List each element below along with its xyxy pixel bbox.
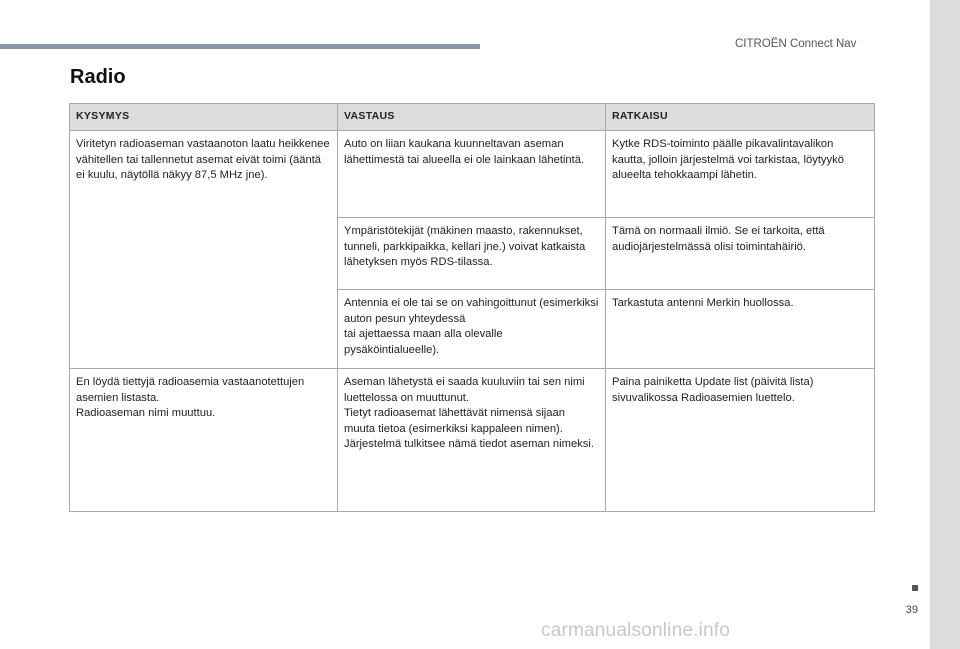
answer-cell: Aseman lähetystä ei saada kuuluviin tai sen nimi luettelossa on muuttunut. Tietyt radioasemat lähettävät nimensä sijaan muuta tietoa (esimerkiksi kappaleen nimen). Järjestelmä tulkitsee nämä tiedot aseman nimeksi. <box>338 369 606 512</box>
page-edge-strip <box>930 0 960 649</box>
answer-cell: Ympäristötekijät (mäkinen maasto, rakennukset, tunneli, parkkipaikka, kellari jne.) voivat katkaista lähetyksen myös RDS-tilassa. <box>338 218 606 290</box>
solution-cell: Tarkastuta antenni Merkin huollossa. <box>606 290 875 369</box>
column-header-answer: VASTAUS <box>338 104 606 131</box>
question-cell: Viritetyn radioaseman vastaanoton laatu heikkenee vähitellen tai tallennetut asemat eivät toimi (ääntä ei kuulu, näytöllä näkyy 87,5 MHz jne). <box>70 131 338 369</box>
header-rule <box>0 44 480 49</box>
solution-cell: Tämä on normaali ilmiö. Se ei tarkoita, että audiojärjestelmässä olisi toimintahäiriö. <box>606 218 875 290</box>
section-title: Radio <box>70 66 126 88</box>
question-cell: En löydä tiettyjä radioasemia vastaanotettujen asemien listasta. Radioaseman nimi muuttuu. <box>70 369 338 512</box>
table-header-row <box>70 104 875 131</box>
header-brand-title: CITROËN Connect Nav <box>735 38 857 50</box>
watermark: carmanualsonline.info <box>541 620 731 641</box>
column-header-solution: RATKAISU <box>606 104 875 131</box>
table-row <box>70 131 875 218</box>
answer-cell: Auto on liian kaukana kuunneltavan aseman lähettimestä tai alueella ei ole lainkaan lähetintä. <box>338 131 606 218</box>
column-header-question: KYSYMYS <box>70 104 338 131</box>
answer-cell: Antennia ei ole tai se on vahingoittunut (esimerkiksi auton pesun yhteydessä tai ajettaessa maan alla olevalle pysäköintialueelle). <box>338 290 606 369</box>
page-number: 39 <box>905 604 918 616</box>
solution-cell: Paina painiketta Update list (päivitä lista) sivuvalikossa Radioasemien luettelo. <box>606 369 875 512</box>
page-marker-square <box>912 585 918 591</box>
faq-table <box>69 103 875 512</box>
solution-cell: Kytke RDS-toiminto päälle pikavalintavalikon kautta, jolloin järjestelmä voi tarkistaa, löytyykö alueelta tehokkaampi lähetin. <box>606 131 875 218</box>
table-row <box>70 369 875 512</box>
